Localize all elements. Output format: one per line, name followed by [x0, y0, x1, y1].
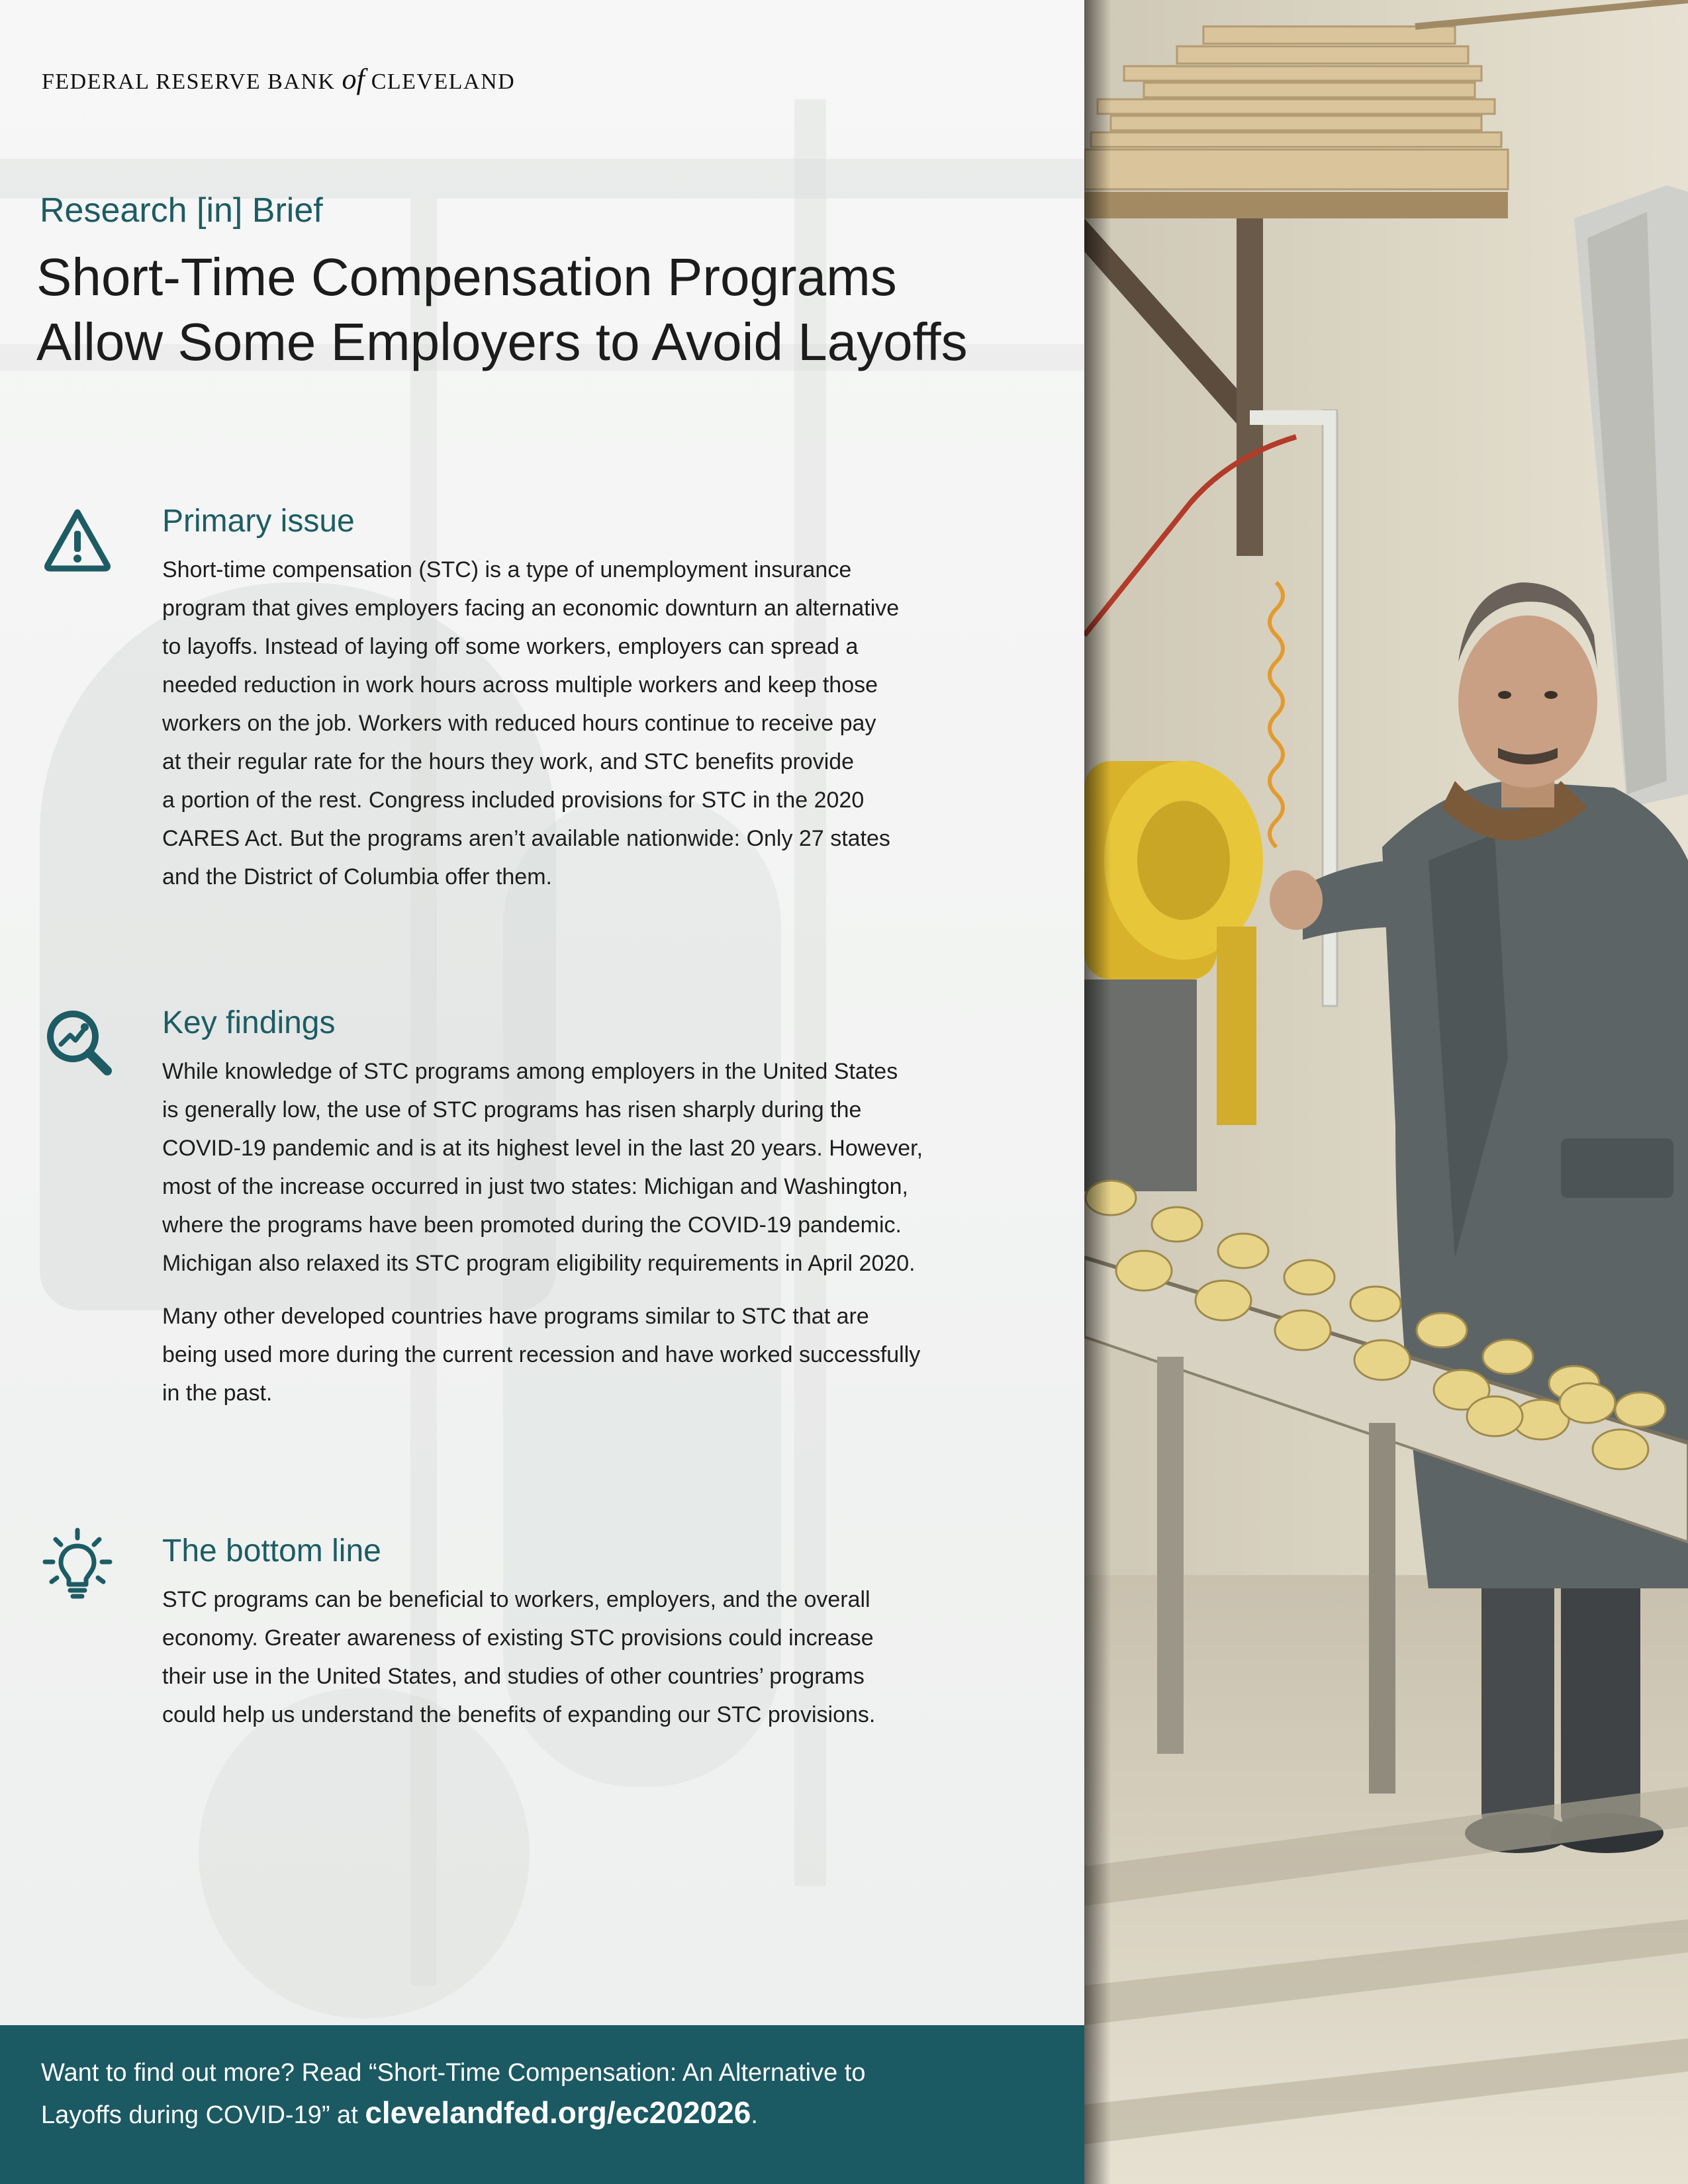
paragraph: [162, 551, 1062, 896]
text-line: CARES Act. But the programs aren’t available nationwide: Only 27 states: [162, 826, 890, 851]
text-line: economy. Greater awareness of existing STC provisions could increase: [162, 1625, 874, 1651]
text-line: a portion of the rest. Congress included provisions for STC in the 2020: [162, 788, 865, 813]
text-line: Many other developed countries have programs similar to STC that are: [162, 1304, 869, 1329]
footer-line-2: Layoffs during COVID-19” at clevelandfed.org/ec202026.: [41, 2095, 758, 2130]
text-line: Short-time compensation (STC) is a type of unemployment insurance: [162, 557, 852, 582]
text-line: most of the increase occurred in just two states: Michigan and Washington,: [162, 1174, 908, 1199]
paragraph: [162, 1052, 1062, 1283]
text-line: to layoffs. Instead of laying off some workers, employers can spread a: [162, 634, 859, 659]
title-line-1: Short-Time Compensation Programs: [36, 248, 897, 306]
magnifier-chart-icon: [41, 1005, 114, 1077]
section-body: [162, 551, 1062, 896]
text-line: program that gives employers facing an economic downturn an alternative: [162, 596, 900, 621]
text-line: COVID-19 pandemic and is at its highest level in the last 20 years. However,: [162, 1136, 923, 1161]
workshop-photo: [1084, 0, 1688, 2184]
text-line: in the past.: [162, 1381, 273, 1406]
footer-text: [41, 2053, 1060, 2135]
page-title: [36, 245, 1069, 375]
text-line: workers on the job. Workers with reduced hours continue to receive pay: [162, 711, 876, 736]
text-line: their use in the United States, and studies of other countries’ programs: [162, 1664, 865, 1689]
lightbulb-icon: [41, 1526, 114, 1599]
text-line: is generally low, the use of STC programs has risen sharply during the: [162, 1097, 862, 1122]
text-line: being used more during the current recession and have worked successfully: [162, 1342, 921, 1367]
report-link[interactable]: clevelandfed.org/ec202026: [365, 2095, 751, 2130]
text-line: and the District of Columbia offer them.: [162, 864, 552, 889]
text-line: could help us understand the benefits of expanding our STC provisions.: [162, 1702, 876, 1727]
paragraph: [162, 1297, 1062, 1412]
section-body: [162, 1052, 1062, 1412]
text-line: needed reduction in work hours across multiple workers and keep those: [162, 672, 878, 698]
text-line: at their regular rate for the hours they work, and STC benefits provide: [162, 749, 855, 774]
title-line-2: Allow Some Employers to Avoid Layoffs: [36, 312, 968, 371]
section-body: [162, 1580, 1062, 1734]
section-heading: Key findings: [162, 1005, 336, 1040]
footer-banner: [0, 2025, 1084, 2184]
warning-icon: [41, 503, 114, 576]
series-label: Research [in] Brief: [40, 191, 323, 230]
org-logo: FEDERAL RESERVE BANK of CLEVELAND: [42, 63, 516, 95]
text-line: STC programs can be beneficial to workers, employers, and the overall: [162, 1587, 870, 1612]
paragraph: [162, 1580, 1062, 1734]
photo-edge-shadow: [1084, 0, 1111, 2184]
text-line: While knowledge of STC programs among employers in the United States: [162, 1059, 898, 1084]
section-heading: The bottom line: [162, 1533, 381, 1569]
text-line: where the programs have been promoted during the COVID-19 pandemic.: [162, 1212, 902, 1238]
text-line: Michigan also relaxed its STC program eligibility requirements in April 2020.: [162, 1251, 915, 1276]
footer-line-1: Want to find out more? Read “Short-Time Compensation: An Alternative to: [41, 2059, 866, 2087]
section-heading: Primary issue: [162, 504, 355, 539]
